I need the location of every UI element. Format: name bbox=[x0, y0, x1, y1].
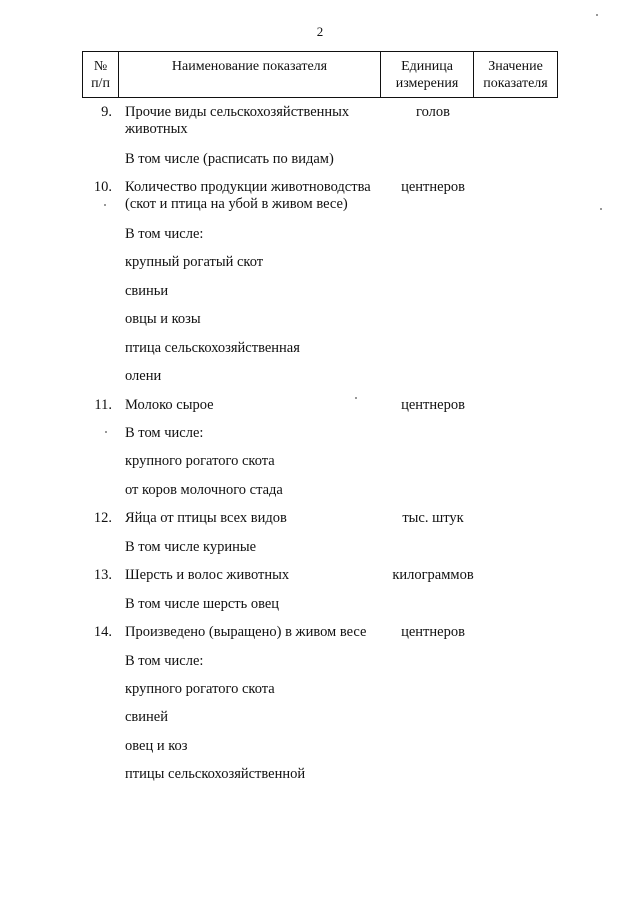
row-number: 9. bbox=[101, 104, 112, 120]
row-indicator-name bbox=[125, 766, 387, 783]
row-indicator-name bbox=[125, 539, 387, 556]
indicator-name-line: Количество продукции животноводства bbox=[125, 179, 371, 195]
row-indicator-name bbox=[125, 104, 387, 138]
row-indicator-name bbox=[125, 340, 387, 357]
row-indicator-name bbox=[125, 368, 387, 385]
row-indicator-name bbox=[125, 653, 387, 670]
row-number: 11. bbox=[94, 397, 112, 413]
header-name-label: Наименование показателя bbox=[171, 59, 328, 74]
row-indicator-name bbox=[125, 596, 387, 613]
row-indicator-name bbox=[125, 397, 387, 414]
indicator-name-line: Молоко сырое bbox=[125, 397, 214, 413]
indicator-name-line: (скот и птица на убой в живом весе) bbox=[125, 196, 348, 212]
indicator-name-line: В том числе: bbox=[125, 425, 204, 441]
indicator-name-line: свиньи bbox=[125, 283, 169, 299]
header-unit-label: Единица измерения bbox=[395, 58, 459, 91]
row-unit: тыс. штук bbox=[402, 510, 464, 526]
indicator-name-line: олени bbox=[125, 368, 162, 384]
scan-speck bbox=[600, 208, 602, 210]
indicator-name-line: крупного рогатого скота bbox=[125, 681, 275, 697]
indicator-name-line: птицы сельскохозяйственной bbox=[125, 766, 306, 782]
row-number: 10. bbox=[93, 179, 112, 195]
indicator-name-line: крупный рогатый скот bbox=[125, 254, 264, 270]
row-indicator-name bbox=[125, 567, 387, 584]
scan-speck bbox=[355, 397, 357, 399]
indicator-name-line: Прочие виды сельскохозяйственных bbox=[125, 104, 350, 120]
indicator-name-line: от коров молочного стада bbox=[125, 482, 283, 498]
row-number: 12. bbox=[93, 510, 112, 526]
indicator-name-line: В том числе: bbox=[125, 653, 204, 669]
indicator-name-line: свиней bbox=[125, 709, 168, 725]
header-value-label: Значение показателя bbox=[483, 58, 548, 91]
row-indicator-name bbox=[125, 709, 387, 726]
indicator-name-line: животных bbox=[125, 121, 188, 137]
row-unit: килограммов bbox=[392, 567, 474, 583]
indicator-name-line: В том числе шерсть овец bbox=[125, 596, 280, 612]
row-number: 13. bbox=[93, 567, 112, 583]
row-indicator-name bbox=[125, 425, 387, 442]
row-indicator-name bbox=[125, 510, 387, 527]
row-indicator-name bbox=[125, 151, 387, 168]
row-indicator-name bbox=[125, 311, 387, 328]
indicator-name-line: птица сельскохозяйственная bbox=[125, 340, 300, 356]
row-unit: центнеров bbox=[401, 624, 465, 640]
indicator-name-line: Шерсть и волос животных bbox=[125, 567, 290, 583]
row-indicator-name bbox=[125, 179, 387, 213]
row-unit: голов bbox=[416, 104, 450, 120]
scan-speck bbox=[105, 431, 107, 433]
scan-speck bbox=[104, 204, 106, 206]
row-unit: центнеров bbox=[401, 179, 465, 195]
indicator-name-line: В том числе: bbox=[125, 226, 204, 242]
scan-speck bbox=[596, 14, 598, 16]
row-indicator-name bbox=[125, 624, 387, 641]
row-indicator-name bbox=[125, 482, 387, 499]
row-indicator-name bbox=[125, 283, 387, 300]
indicator-name-line: В том числе куриные bbox=[125, 539, 257, 555]
row-indicator-name bbox=[125, 738, 387, 755]
indicator-name-line: В том числе (расписать по видам) bbox=[125, 151, 334, 167]
header-number-label: № п/п bbox=[91, 58, 110, 91]
indicator-name-line: крупного рогатого скота bbox=[125, 453, 275, 469]
page-number: 2 bbox=[316, 24, 324, 39]
indicator-name-line: овцы и козы bbox=[125, 311, 201, 327]
row-unit: центнеров bbox=[401, 397, 465, 413]
indicator-name-line: Произведено (выращено) в живом весе bbox=[125, 624, 367, 640]
row-indicator-name bbox=[125, 254, 387, 271]
row-indicator-name bbox=[125, 681, 387, 698]
indicator-name-line: овец и коз bbox=[125, 738, 188, 754]
indicator-name-line: Яйца от птицы всех видов bbox=[125, 510, 287, 526]
row-indicator-name bbox=[125, 453, 387, 470]
row-indicator-name bbox=[125, 226, 387, 243]
row-number: 14. bbox=[93, 624, 112, 640]
